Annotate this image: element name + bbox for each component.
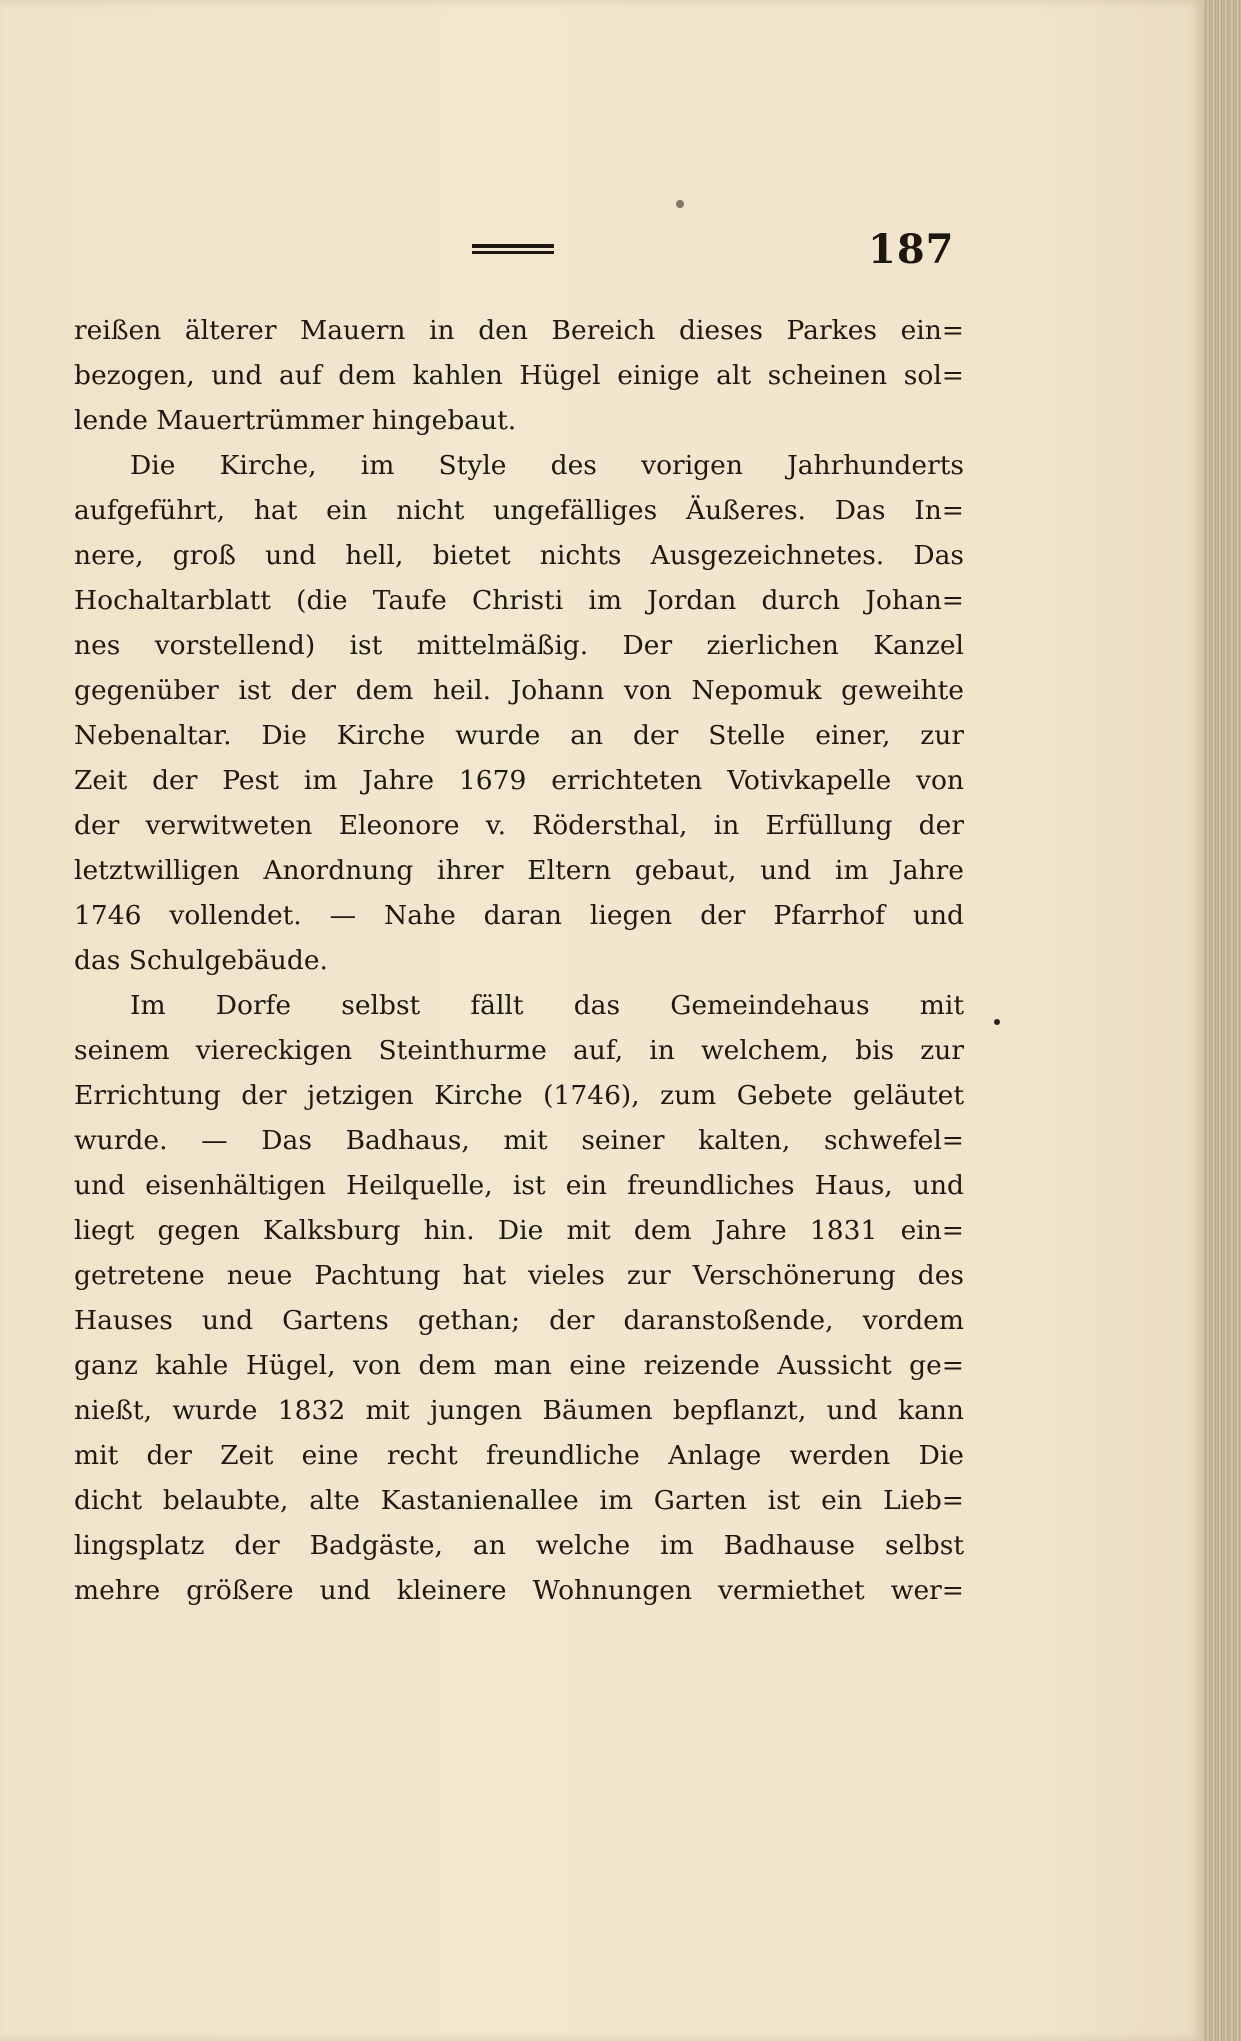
text-line: mehre größere und kleinere Wohnungen vermiethet wer= [74,1575,964,1606]
text-line: Hauses und Gartens gethan; der daranstoßende, vordem [74,1305,964,1336]
text-line: das Schulgebäude. [74,945,328,976]
text-line: lende Mauertrümmer hingebaut. [74,405,517,436]
ink-spot [676,200,684,208]
text-line: Errichtung der jetzigen Kirche (1746), zum Gebete geläutet [74,1080,964,1111]
text-line: nes vorstellend) ist mittelmäßig. Der zierlichen Kanzel [74,630,964,661]
text-line: mit der Zeit eine recht freundliche Anlage werden Die [74,1440,964,1471]
text-line: seinem viereckigen Steinthurme auf, in welchem, bis zur [74,1035,964,1066]
text-line: liegt gegen Kalksburg hin. Die mit dem Jahre 1831 ein= [74,1215,964,1246]
text-line: 1746 vollendet. — Nahe daran liegen der Pfarrhof und [74,900,964,931]
text-line: und eisenhältigen Heilquelle, ist ein freundliches Haus, und [74,1170,964,1201]
text-line: aufgeführt, hat ein nicht ungefälliges Äußeres. Das In= [74,495,964,526]
text-line: bezogen, und auf dem kahlen Hügel einige alt scheinen sol= [74,360,964,391]
text-line: der verwitweten Eleonore v. Rödersthal, in Erfüllung der [74,810,964,841]
text-line: nießt, wurde 1832 mit jungen Bäumen bepflanzt, und kann [74,1395,964,1426]
text-line: nere, groß und hell, bietet nichts Ausgezeichnetes. Das [74,540,964,571]
page-edge [1204,0,1241,2041]
page-header [0,226,1204,292]
text-line: gegenüber ist der dem heil. Johann von Nepomuk geweihte [74,675,964,706]
text-line: getretene neue Pachtung hat vieles zur Verschönerung des [74,1260,964,1291]
text-line: wurde. — Das Badhaus, mit seiner kalten, schwefel= [74,1125,964,1156]
text-line: lingsplatz der Badgäste, an welche im Badhause selbst [74,1530,964,1561]
text-line: letztwilligen Anordnung ihrer Eltern gebaut, und im Jahre [74,855,964,886]
margin-mark [994,1019,1000,1025]
text-line: reißen älterer Mauern in den Bereich dieses Parkes ein= [74,315,964,346]
text-line: dicht belaubte, alte Kastanienallee im Garten ist ein Lieb= [74,1485,964,1516]
text-line: Nebenaltar. Die Kirche wurde an der Stelle einer, zur [74,720,964,751]
page-number: 187 [868,226,955,273]
body-text [74,308,964,1613]
text-line: Hochaltarblatt (die Taufe Christi im Jordan durch Johan= [74,585,964,616]
text-line: ganz kahle Hügel, von dem man eine reizende Aussicht ge= [74,1350,964,1381]
header-rule [472,244,554,254]
text-line: Die Kirche, im Style des vorigen Jahrhunderts [130,450,964,481]
text-line: Im Dorfe selbst fällt das Gemeindehaus mit [130,990,964,1021]
text-line: Zeit der Pest im Jahre 1679 errichteten Votivkapelle von [74,765,964,796]
